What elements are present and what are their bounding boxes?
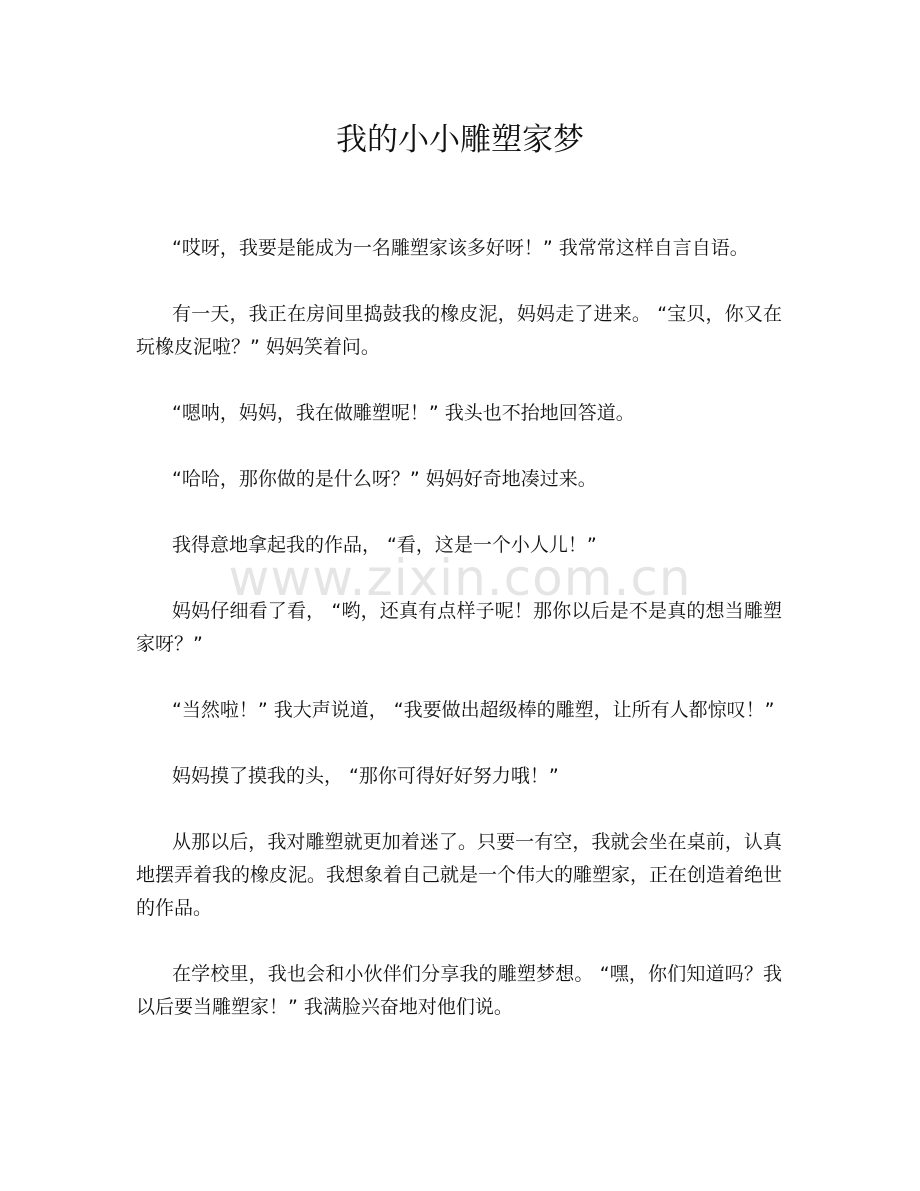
document-title: 我的小小雕塑家梦	[336, 122, 584, 158]
paragraph: 妈妈摸了摸我的头， “那你可得好好努力哦！”	[172, 765, 559, 787]
paragraph: 我得意地拿起我的作品， “看，这是一个小人儿！”	[172, 534, 597, 556]
document-body	[136, 232, 782, 1024]
paragraph: “嗯呐，妈妈，我在做雕塑呢！” 我头也不抬地回答道。	[172, 402, 635, 424]
paragraph: 有一天，我正在房间里捣鼓我的橡皮泥，妈妈走了进来。 “宝贝，你又在玩橡皮泥啦？” 妈妈笑着问。	[136, 303, 782, 358]
paragraph: “哈哈，那你做的是什么呀？” 妈妈好奇地凑过来。	[172, 468, 597, 490]
paragraph: 在学校里，我也会和小伙伴们分享我的雕塑梦想。 “嘿，你们知道吗？我以后要当雕塑家！” 我满脸兴奋地对他们说。	[136, 963, 782, 1018]
paragraph: “哎呀，我要是能成为一名雕塑家该多好呀！” 我常常这样自言自语。	[172, 237, 749, 259]
watermark: www.zixin.com.cn	[228, 549, 692, 607]
paragraph: “当然啦！” 我大声说道， “我要做出超级棒的雕塑，让所有人都惊叹！”	[172, 699, 775, 721]
paragraph: 妈妈仔细看了看， “哟，还真有点样子呢！那你以后是不是真的想当雕塑家呀？”	[136, 600, 782, 655]
paragraph: 从那以后，我对雕塑就更加着迷了。只要一有空，我就会坐在桌前，认真地摆弄着我的橡皮泥。我想象着自己就是一个伟大的雕塑家，正在创造着绝世的作品。	[136, 831, 783, 919]
